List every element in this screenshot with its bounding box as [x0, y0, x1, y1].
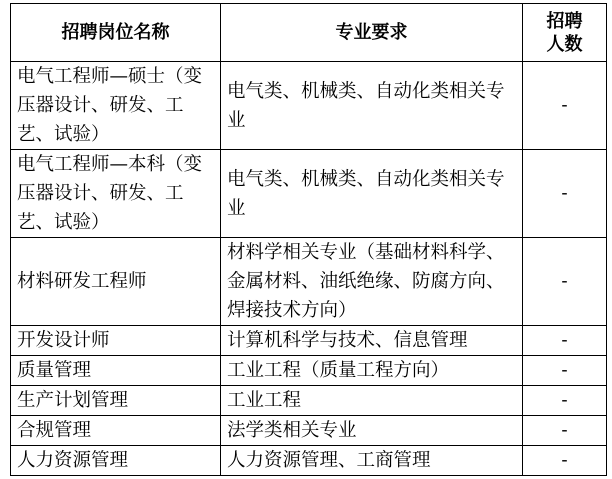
table-row	[11, 150, 607, 238]
header-count	[523, 4, 607, 62]
count-cell: -	[523, 150, 607, 238]
requirement-cell: 工业工程	[221, 386, 523, 416]
table-row	[11, 446, 607, 476]
requirement-cell: 人力资源管理、工商管理	[221, 446, 523, 476]
position-cell: 电气工程师—硕士（变压器设计、研发、工艺、试验）	[11, 62, 221, 150]
count-cell: -	[523, 62, 607, 150]
position-cell: 生产计划管理	[11, 386, 221, 416]
count-cell: -	[523, 446, 607, 476]
position-cell: 人力资源管理	[11, 446, 221, 476]
recruitment-table	[10, 3, 607, 476]
table-header-row	[11, 4, 607, 62]
table-row	[11, 326, 607, 356]
count-cell: -	[523, 238, 607, 326]
table-row	[11, 62, 607, 150]
header-position: 招聘岗位名称	[11, 4, 221, 62]
header-count-line2: 人数	[546, 33, 583, 55]
requirement-cell: 电气类、机械类、自动化类相关专业	[221, 62, 523, 150]
table-row	[11, 356, 607, 386]
requirement-cell: 计算机科学与技术、信息管理	[221, 326, 523, 356]
count-cell: -	[523, 416, 607, 446]
position-cell: 质量管理	[11, 356, 221, 386]
table-row	[11, 238, 607, 326]
position-cell: 合规管理	[11, 416, 221, 446]
position-cell: 材料研发工程师	[11, 238, 221, 326]
header-requirement: 专业要求	[221, 4, 523, 62]
requirement-cell: 材料学相关专业（基础材料科学、金属材料、油纸绝缘、防腐方向、焊接技术方向）	[221, 238, 523, 326]
position-cell: 电气工程师—本科（变压器设计、研发、工艺、试验）	[11, 150, 221, 238]
count-cell: -	[523, 386, 607, 416]
position-cell: 开发设计师	[11, 326, 221, 356]
requirement-cell: 法学类相关专业	[221, 416, 523, 446]
table-row	[11, 416, 607, 446]
header-count-line1: 招聘	[546, 10, 583, 32]
count-cell: -	[523, 356, 607, 386]
table-row	[11, 386, 607, 416]
requirement-cell: 工业工程（质量工程方向）	[221, 356, 523, 386]
count-cell: -	[523, 326, 607, 356]
requirement-cell: 电气类、机械类、自动化类相关专业	[221, 150, 523, 238]
